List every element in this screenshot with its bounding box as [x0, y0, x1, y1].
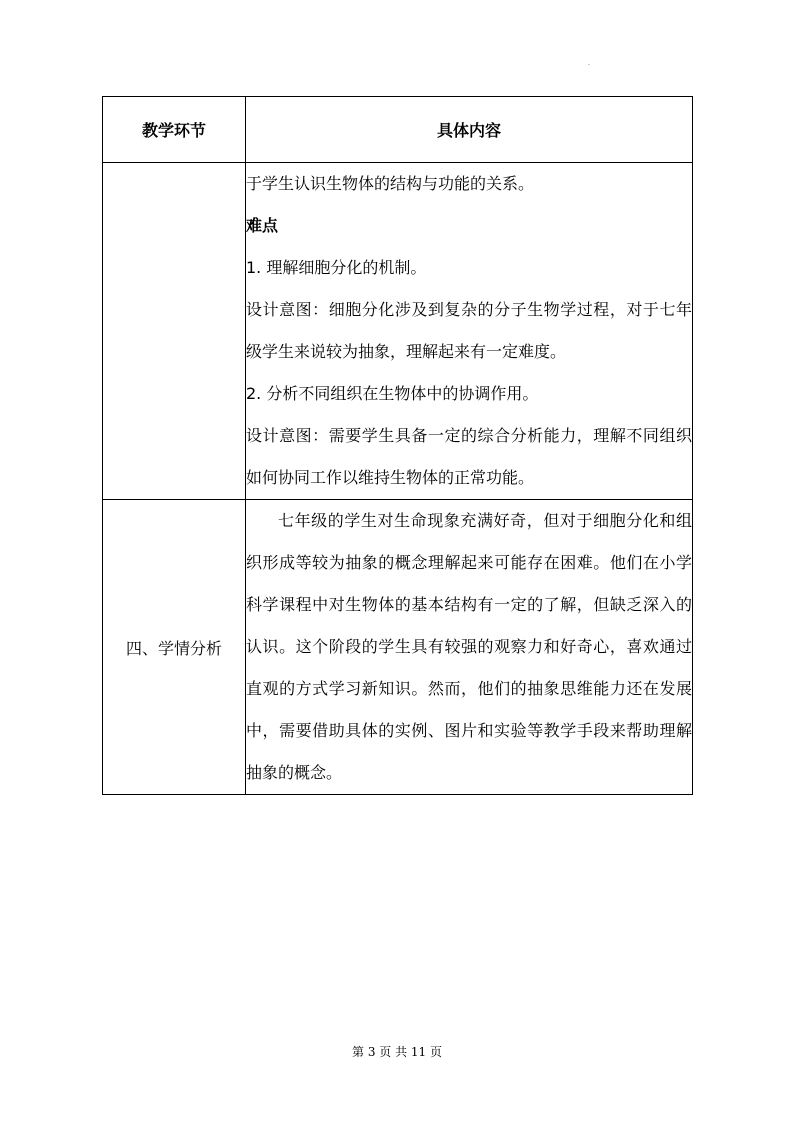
table-row [103, 163, 693, 500]
table-header-row [103, 97, 693, 163]
page-footer: 第 3 页 共 11 页 [352, 1045, 442, 1059]
page-mark: · [588, 62, 590, 69]
stage-cell [103, 163, 246, 500]
stage-cell: 四、学情分析 [103, 500, 246, 795]
design-intent-1: 设计意图：细胞分化涉及到复杂的分子生物学过程，对于七年级学生来说较为抽象，理解起来有一定难度。 [246, 300, 692, 361]
analysis-paragraph: 七年级的学生对生命现象充满好奇，但对于细胞分化和组织形成等较为抽象的概念理解起来可能存在困难。他们在小学科学课程中对生物体的基本结构有一定的了解，但缺乏深入的认识。这个阶段的学生具有较强的观察力和好奇心，喜欢通过直观的方式学习新知识。然而，他们的抽象思维能力还在发展中，需要借助具体的实例、图片和实验等教学手段来帮助理解抽象的概念。 [246, 511, 692, 782]
content-line: 于学生认识生物体的结构与功能的关系。 [246, 174, 535, 193]
content-line: 2. 分析不同组织在生物体中的协调作用。 [246, 384, 539, 403]
lesson-plan-table [102, 96, 693, 795]
design-intent-2: 设计意图：需要学生具备一定的综合分析能力，理解不同组织如何协同工作以维持生物体的正常功能。 [246, 426, 692, 487]
content-cell [246, 163, 693, 500]
header-stage: 教学环节 [103, 97, 246, 163]
content-line: 1. 理解细胞分化的机制。 [246, 258, 427, 277]
header-content: 具体内容 [246, 97, 693, 163]
table-row [103, 500, 693, 795]
difficulty-heading: 难点 [246, 216, 279, 235]
content-cell [246, 500, 693, 795]
